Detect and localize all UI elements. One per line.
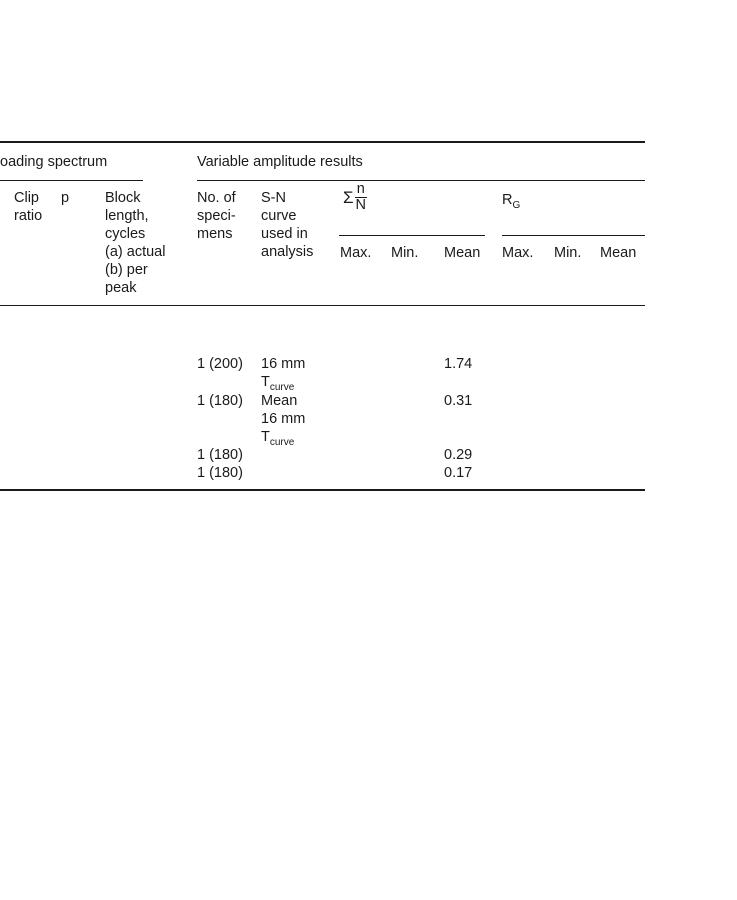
block-length-line: (a) actual — [105, 244, 166, 260]
no-specimens-header — [197, 189, 236, 243]
loading-spectrum-rule — [0, 180, 143, 181]
curve-line: Mean — [261, 393, 298, 409]
curve-line: 16 mm — [261, 356, 306, 372]
table-row — [0, 392, 645, 448]
curve-cell — [261, 355, 305, 393]
sn-curve-line: analysis — [261, 244, 314, 260]
sum-n-over-n-header — [343, 182, 367, 213]
loading-spectrum-heading: oading spectrum — [0, 154, 108, 170]
table-row — [0, 446, 645, 464]
no-specimens-line: No. of — [197, 190, 236, 206]
curve-t-line — [261, 428, 305, 448]
specimens-cell: 1 (200) — [197, 356, 243, 372]
block-length-line: (b) per — [105, 262, 148, 278]
block-length-line: Block — [105, 190, 141, 206]
sn-curve-line: used in — [261, 226, 308, 242]
curve-line: 16 mm — [261, 411, 306, 427]
clip-ratio-line1: Clip — [14, 190, 39, 206]
sum-min-header: Min. — [391, 245, 419, 261]
curve-cell — [261, 392, 305, 448]
specimens-cell: 1 (180) — [197, 465, 243, 481]
sum-mean-cell: 1.74 — [444, 356, 473, 372]
table-row — [0, 464, 645, 482]
curve-t: T — [261, 429, 270, 445]
sum-max-header: Max. — [340, 245, 372, 261]
specimens-cell: 1 (180) — [197, 393, 243, 409]
rg-min-header: Min. — [554, 245, 582, 261]
p-header: p — [61, 190, 70, 206]
clip-ratio-line2: ratio — [14, 208, 43, 224]
sum-mean-cell: 0.17 — [444, 465, 473, 481]
variable-amplitude-heading: Variable amplitude results — [197, 154, 363, 170]
rg-max-header: Max. — [502, 245, 534, 261]
rg-header — [502, 191, 520, 211]
fraction-denominator: N — [355, 197, 366, 213]
top-rule — [0, 141, 645, 143]
block-length-line: peak — [105, 280, 137, 296]
curve-t: T — [261, 374, 270, 390]
rg-mean-header: Mean — [600, 245, 637, 261]
sn-curve-line: curve — [261, 208, 297, 224]
block-length-line: length, — [105, 208, 149, 224]
table-row — [0, 355, 645, 393]
sn-curve-line: S-N — [261, 190, 286, 206]
rg-subscript: G — [512, 200, 521, 211]
sum-mean-header: Mean — [444, 245, 481, 261]
specimens-cell: 1 (180) — [197, 447, 243, 463]
sigma-symbol: Σ — [343, 187, 354, 207]
no-specimens-line: speci- — [197, 208, 236, 224]
variable-amplitude-rule — [197, 180, 645, 181]
n-over-n-fraction — [355, 182, 367, 213]
sum-mean-cell: 0.29 — [444, 447, 473, 463]
clip-ratio-header — [14, 189, 42, 225]
curve-subscript: curve — [269, 382, 295, 393]
sum-group-rule — [339, 235, 485, 236]
rg-group-rule — [502, 235, 645, 236]
rg-main: R — [502, 192, 513, 208]
curve-t-line — [261, 373, 305, 393]
block-length-line: cycles — [105, 226, 146, 242]
no-specimens-line: mens — [197, 226, 233, 242]
sum-mean-cell: 0.31 — [444, 393, 473, 409]
curve-subscript: curve — [269, 437, 295, 448]
bottom-rule — [0, 489, 645, 491]
fraction-numerator: n — [355, 182, 367, 198]
header-bottom-rule — [0, 305, 645, 306]
block-length-header — [105, 189, 165, 297]
sn-curve-header — [261, 189, 313, 261]
